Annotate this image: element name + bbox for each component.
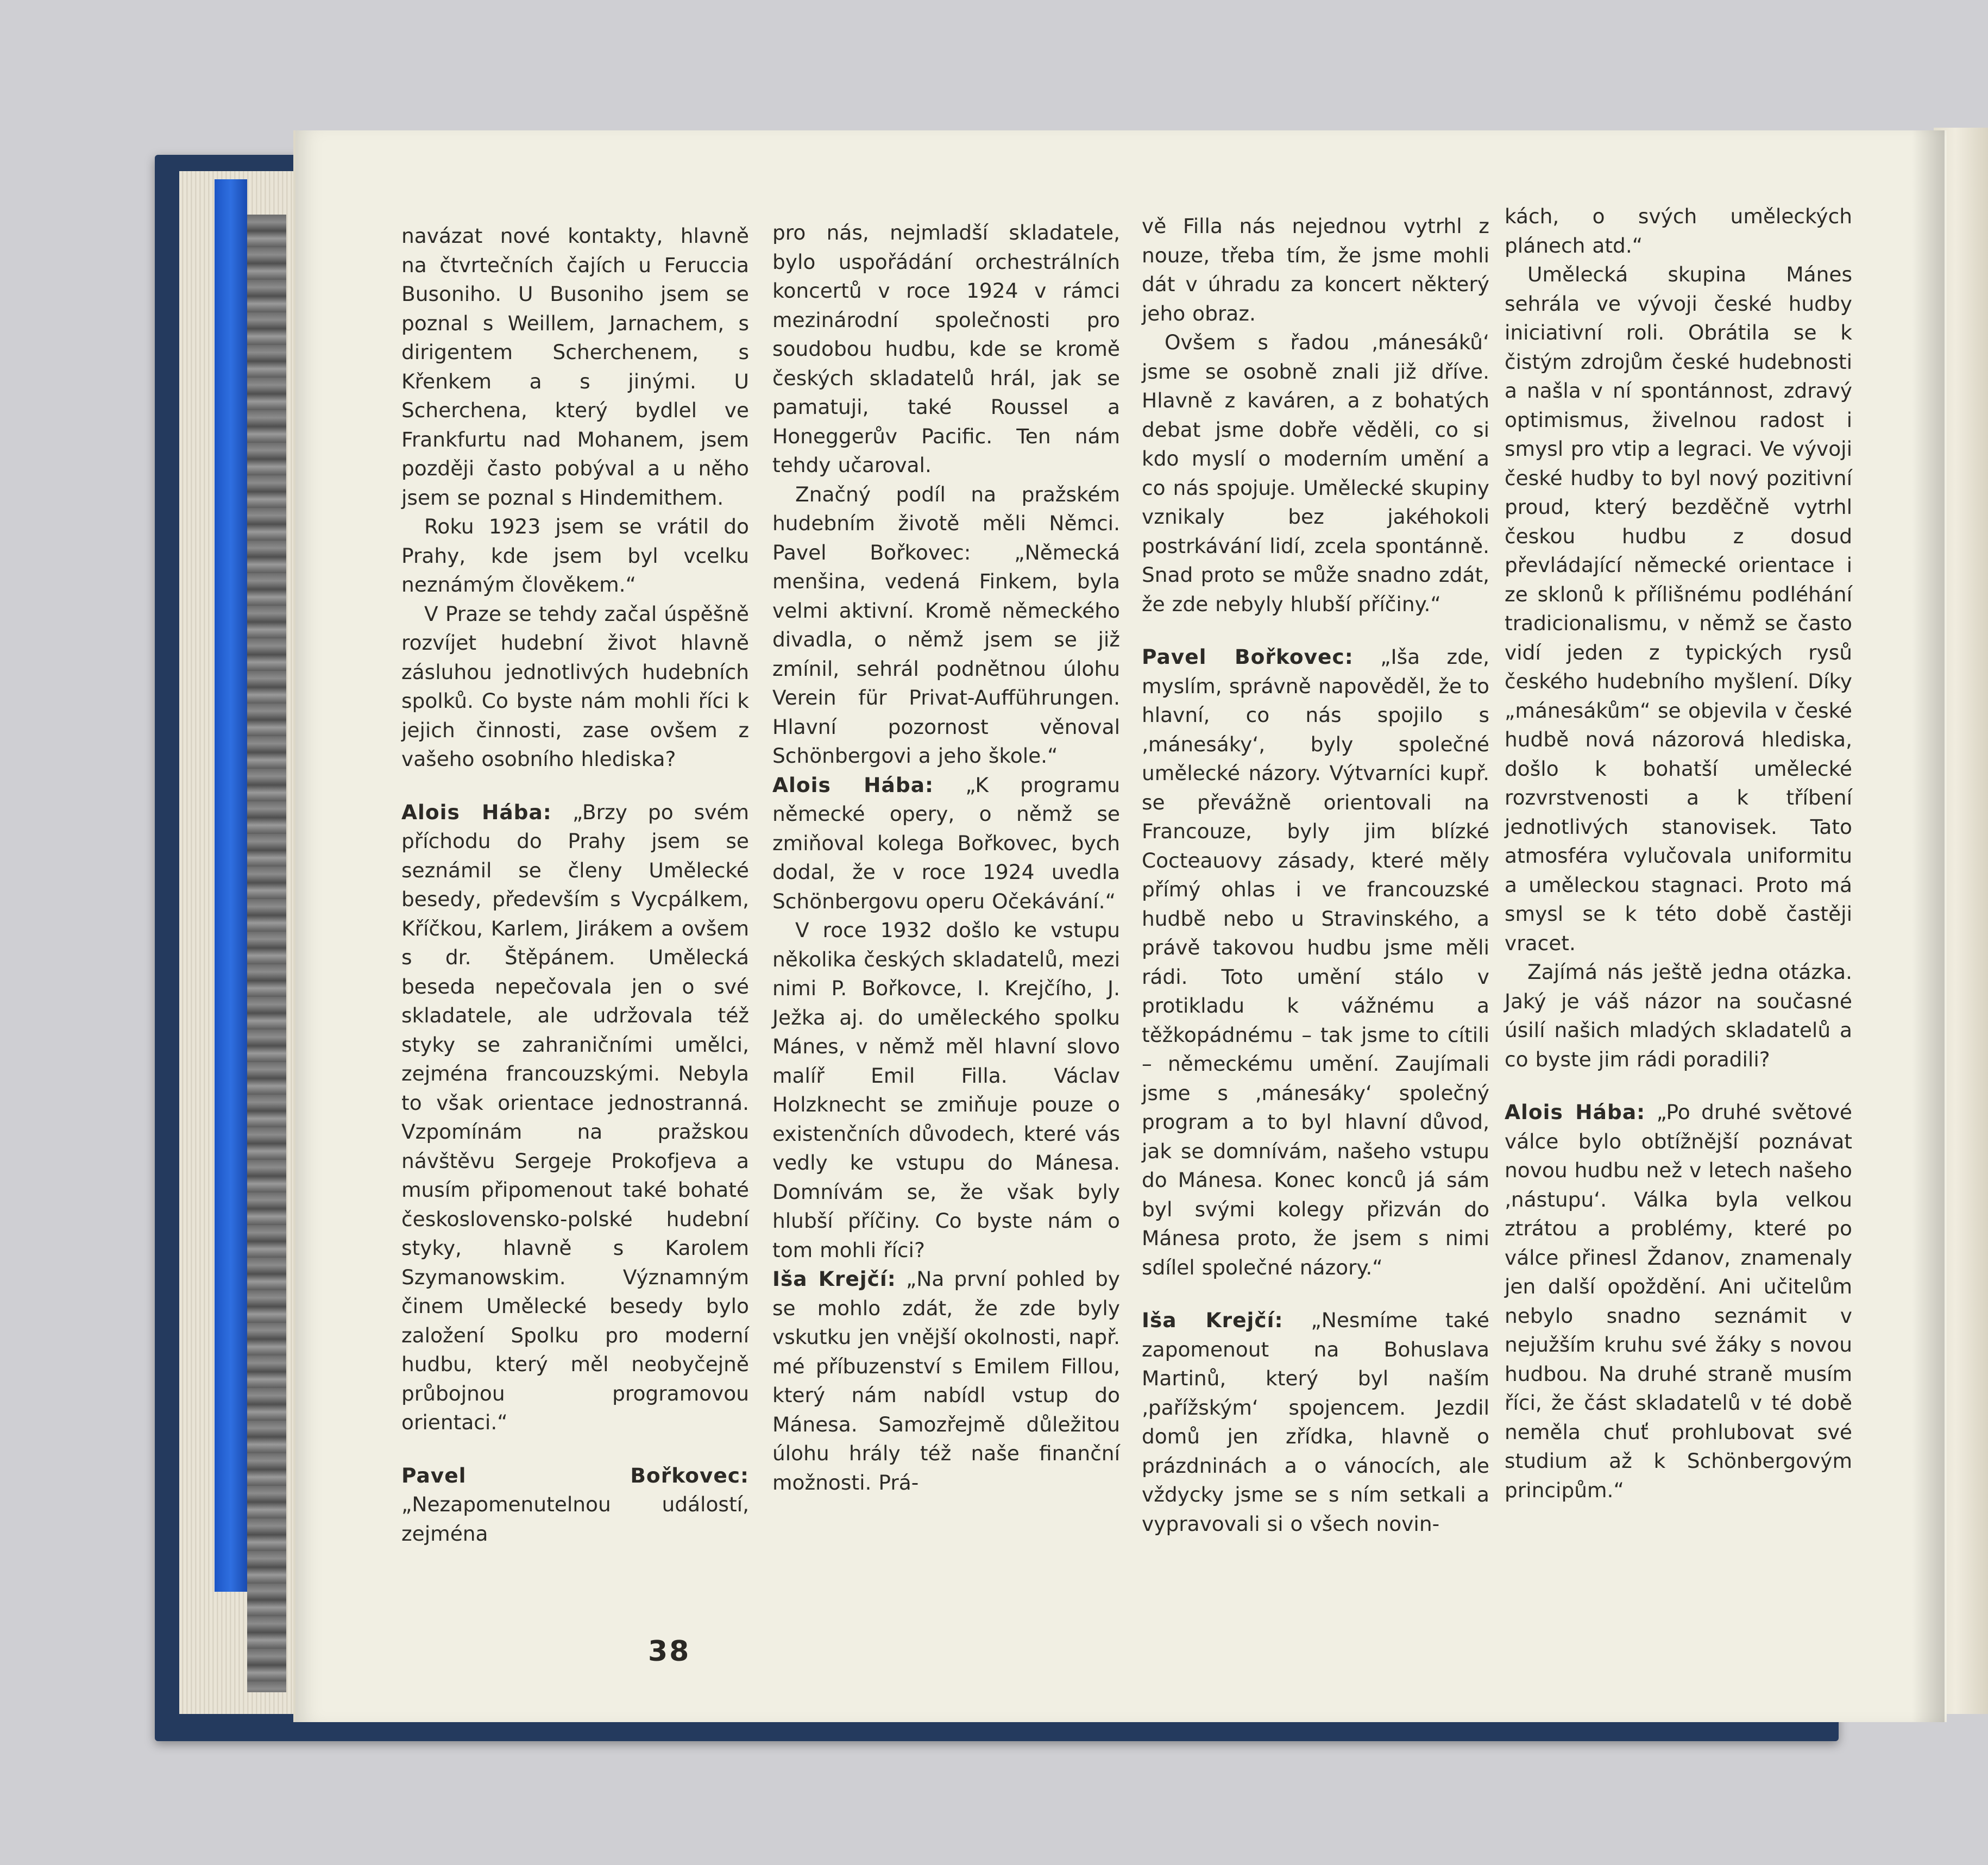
paragraph-text: kách, o svých uměleckých plánech atd.“: [1505, 204, 1852, 258]
paragraph: [401, 222, 749, 512]
paragraph: [772, 1265, 1120, 1497]
paragraph-text: Roku 1923 jsem se vrátil do Prahy, kde jsem byl vcelku neznámým člověkem.“: [401, 514, 749, 596]
paragraph: [1505, 1098, 1852, 1505]
speaker-name: Alois Hába:: [401, 800, 552, 824]
speaker-name: Alois Hába:: [1505, 1100, 1646, 1124]
text-column-2: [772, 218, 1120, 1497]
paragraph-text: „Po druhé světové válce bylo obtížnější poznávat novou hudbu než v letech našeho ‚nástupu‘. Válka byla velkou ztrátou a problémy, které po válce přinesl Ždanov, znamenaly jen další opoždění. Ani učitelům nebylo snadno seznámit v nejužším kruhu své žáky s novou hudbou. Na druhé straně musím říci, že část skladatelů v té době neměla chuť prohlubovat své studium až k Schönbergovým principům.“: [1505, 1100, 1852, 1502]
paragraph: [772, 480, 1120, 771]
paragraph: [772, 218, 1120, 480]
paragraph-text: „Nezapomenutelnou událostí, zejména: [401, 1492, 749, 1546]
speaker-name: Iša Krejčí:: [772, 1267, 896, 1291]
paragraph-text: vě Filla nás nejednou vytrhl z nouze, třeba tím, že jsme mohli dát v úhradu za koncert některý jeho obraz.: [1142, 214, 1489, 325]
page-number: 38: [648, 1635, 691, 1668]
paragraph-text: V roce 1932 došlo ke vstupu několika českých skladatelů, mezi nimi P. Bořkovce, I. Krejčího, J. Ježka aj. do uměleckého spolku Mánes, v němž měl hlavní slovo malíř Emil Filla. Václav Holzknecht se zmiňuje pouze o existenčních důvodech, které vás vedly ke vstupu do Mánesa. Domnívám se, že však byly hlubší příčiny. Co byste nám o tom mohli říci?: [772, 918, 1120, 1262]
paragraph-text: „K programu německé opery, o němž se zmiňoval kolega Bořkovec, bych dodal, že v roce 1924 uvedla Schönbergovu operu Očekávání.“: [772, 773, 1120, 913]
paragraph-text: „Nesmíme také zapomenout na Bohuslava Martinů, který byl naším ‚pařížským‘ spojencem. Jezdil domů jen zřídka, hlavně o prázdninách a o vánocích, ale vždycky jsme se s ním setkali a vypravovali si o všech novin-: [1142, 1308, 1489, 1536]
text-column-3: [1142, 212, 1489, 1539]
text-column-1: [401, 222, 749, 1548]
paragraph-text: navázat nové kontakty, hlavně na čtvrtečních čajích u Feruccia Busoniho. U Busoniho jsem se poznal s Weillem, Jarnachem, s dirigentem Scherchenem, s Křenkem a s jinými. U Scherchena, který bydlel ve Frankfurtu nad Mohanem, jsem později často pobýval a u něho jsem se poznal s Hindemithem.: [401, 224, 749, 510]
speaker-name: Pavel Bořkovec:: [1142, 645, 1354, 669]
paragraph-text: Umělecká skupina Mánes sehrála ve vývoji české hudby iniciativní roli. Obrátila se k čistým zdrojům české hudebnosti a našla v ní spontánnost, zdravý optimismus, živelnou radost i smysl pro vtip a legraci. Ve vývoji české hudby to byl nový pozitivní proud, který bezděčně vytrhl českou hudbu z dosud převládající německé orientace i ze sklonů k přílišnému podléhání tradicionalismu, v němž se často vidí jeden z typických rysů českého hudebního myšlení. Díky „mánesákům“ se objevila v české hudbě nová názorová hlediska, došlo k bohatší umělecké rozvrstvenosti a k tříbení jednotlivých stanovisek. Tato atmosféra vylučovala uniformitu a uměleckou stagnaci. Proto má smysl se k této době častěji vracet.: [1505, 262, 1852, 955]
paragraph-text: pro nás, nejmladší skladatele, bylo uspořádání orchestrálních koncertů v roce 1924 v rámci mezinárodní společnosti pro soudobou hudbu, kde se kromě českých skladatelů hrál, jak se pamatuji, také Roussel a Honeggerův Pacific. Ten nám tehdy učaroval.: [772, 221, 1120, 477]
text-column-4: [1505, 202, 1852, 1505]
paragraph-text: V Praze se tehdy začal úspěšně rozvíjet hudební život hlavně zásluhou jednotlivých hudebních spolků. Co byste nám mohli říci k jejich činnosti, zase ovšem z vašeho osobního hlediska?: [401, 601, 749, 771]
paragraph: [401, 512, 749, 600]
paragraph: [772, 771, 1120, 916]
paragraph: [1142, 1306, 1489, 1539]
paragraph: [1505, 202, 1852, 260]
book-page: [293, 130, 1947, 1722]
paragraph: [401, 600, 749, 774]
paragraph-text: „Na první pohled by se mohlo zdát, že zde byly vskutku jen vnější okolnosti, např. mé příbuzenství s Emilem Fillou, který nám nabídl vstup do Mánesa. Samozřejmě důležitou úlohu hrály též naše finanční možnosti. Prá-: [772, 1267, 1121, 1494]
paragraph: [401, 798, 749, 1437]
paragraph: [1142, 212, 1489, 328]
paragraph-text: „Brzy po svém příchodu do Prahy jsem se seznámil se členy Umělecké besedy, především s Vycpálkem, Kříčkou, Karlem, Jirákem a ovšem s dr. Štěpánem. Umělecká beseda nepečovala jen o své skladatele, ale udržovala též styky se zahraničními umělci, zejména francouzskými. Nebyla to však orientace jednostranná. Vzpomínám na pražskou návštěvu Sergeje Prokofjeva a musím připomenout také bohaté československo-polské hudební styky, hlavně s Karolem Szymanowskim. Významným činem Umělecké besedy bylo založení Spolku pro moderní hudbu, který měl neobyčejně průbojnou programovou orientaci.“: [401, 800, 750, 1434]
paragraph: [1142, 643, 1489, 1282]
paragraph-text: Ovšem s řadou ‚mánesáků‘ jsme se osobně znali již dříve. Hlavně z kaváren, a z bohatých debat jsme dobře věděli, co si kdo myslí o moderním umění a co nás spojuje. Umělecké skupiny vznikaly bez jakéhokoli postrkávání lidí, zcela spontánně. Snad proto se může snadno zdát, že zde nebyly hlubší příčiny.“: [1142, 330, 1489, 616]
speaker-name: Pavel Bořkovec:: [401, 1463, 749, 1487]
blue-bookmark-strip: [215, 179, 247, 1592]
speaker-name: Alois Hába:: [772, 773, 934, 797]
photo-edge-strip: [247, 215, 286, 1692]
paragraph: [1505, 260, 1852, 958]
paragraph: [772, 916, 1120, 1265]
paragraph: [1142, 328, 1489, 619]
paragraph-text: „Iša zde, myslím, správně napověděl, že to hlavní, co nás spojilo s ‚mánesáky‘, byly společné umělecké názory. Výtvarníci kupř. se převážně orientovali na Francouze, byly jim blízké Cocteauovy zásady, které měly přímý ohlas i ve francouzské hudbě nebo u Stravinského, a právě takovou hudbu jsme měli rádi. Toto umění stálo v protikladu k vážnému a těžkopádnému – tak jsme to cítili – německému umění. Zaujímali jsme s ‚mánesáky‘ společný program a to byl hlavní důvod, jak se domnívám, našeho vstupu do Mánesa. Konec konců já sám byl svými kolegy přizván do Mánesa proto, že jsem s nimi sdílel společné názory.“: [1142, 645, 1489, 1279]
paragraph-text: Zajímá nás ještě jedna otázka. Jaký je váš názor na současné úsilí našich mladých skladatelů a co byste jim rádi poradili?: [1505, 960, 1852, 1071]
paragraph: [401, 1461, 749, 1549]
spine-shadow: [1912, 130, 1945, 1722]
paragraph-text: Značný podíl na pražském hudebním životě měli Němci. Pavel Bořkovec: „Německá menšina, vedená Finkem, byla velmi aktivní. Kromě německého divadla, o němž jsem se již zmínil, sehrál podnětnou úlohu Verein für Privat-Aufführungen. Hlavní pozornost věnoval Schönbergovi a jeho škole.“: [772, 482, 1120, 768]
speaker-name: Iša Krejčí:: [1142, 1308, 1284, 1332]
paragraph: [1505, 958, 1852, 1074]
